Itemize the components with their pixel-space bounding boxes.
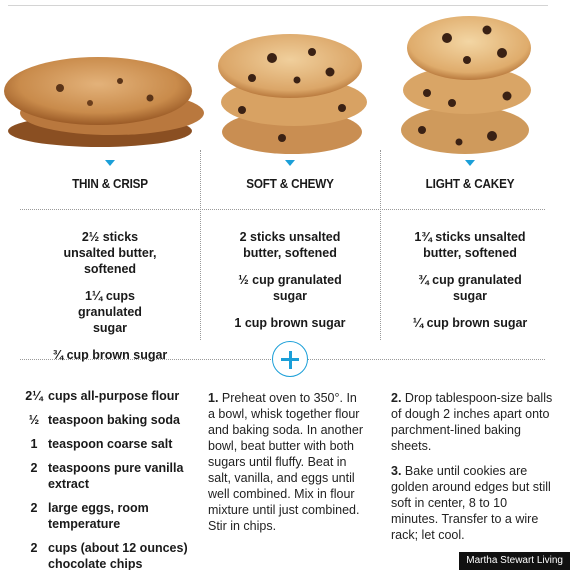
list-item: [20, 412, 195, 428]
step-text: Drop tablespoon-size balls of dough 2 inches apart onto parchment-lined baking sheets.: [391, 391, 553, 453]
plus-icon: [272, 341, 308, 377]
ingredient-quantity: 1: [30, 437, 38, 451]
header-divider: [20, 209, 545, 210]
ingredient-text: teaspoon coarse salt: [48, 437, 173, 451]
ingredient-quantity: ½: [28, 413, 40, 427]
step-2: [391, 390, 556, 454]
ingredient-text: teaspoons pure vanilla extract: [48, 461, 184, 491]
step-3: [391, 463, 556, 543]
style-header-soft: [200, 160, 380, 191]
ingredient-quantity: 2: [30, 501, 38, 515]
step-number: 1.: [208, 391, 219, 405]
ingredient-item: 1¼ cups granulated sugar: [78, 289, 142, 335]
step-number: 3.: [391, 464, 402, 478]
soft-chewy-cookie-image: [212, 30, 372, 158]
ingredients-soft: [200, 229, 380, 342]
ingredient-item: ¾ cup brown sugar: [52, 348, 168, 362]
ingredient-text: cups all-purpose flour: [48, 389, 180, 403]
photo-credit: Martha Stewart Living: [459, 552, 570, 570]
style-header-thin: [20, 160, 200, 191]
ingredient-item: ½ cup granulated sugar: [238, 273, 342, 303]
ingredient-item: 2½ sticks unsalted butter, softened: [63, 230, 157, 276]
style-title: SOFT & CHEWY: [246, 176, 334, 191]
ingredients-cakey: [380, 229, 560, 342]
style-header-cakey: [380, 160, 560, 191]
ingredient-text: teaspoon baking soda: [48, 413, 180, 427]
style-title: LIGHT & CAKEY: [425, 176, 515, 191]
ingredient-quantity: 2: [30, 541, 38, 555]
thin-crisp-cookie-image: [0, 43, 210, 153]
shared-ingredients-list: [20, 388, 195, 570]
ingredient-item: ¾ cup granulated sugar: [418, 273, 522, 303]
ingredient-quantity: 2: [30, 461, 38, 475]
list-item: [20, 540, 195, 570]
step-number: 2.: [391, 391, 402, 405]
list-item: [20, 436, 195, 452]
triangle-marker-icon: [465, 160, 475, 166]
list-item: [20, 500, 195, 532]
ingredient-item: 1¾ sticks unsalted butter, softened: [414, 230, 526, 260]
step-1: [208, 390, 363, 534]
ingredient-text: cups (about 12 ounces) chocolate chips: [48, 541, 188, 570]
triangle-marker-icon: [105, 160, 115, 166]
light-cakey-cookie-image: [397, 8, 537, 156]
ingredient-item: 1 cup brown sugar: [234, 316, 346, 330]
ingredient-item: ¼ cup brown sugar: [412, 316, 528, 330]
step-text: Bake until cookies are golden around edges but still soft in center, 8 to 10 minutes. Transfer to a wire rack; let cool.: [391, 464, 551, 542]
ingredient-quantity: 2¼: [25, 389, 43, 403]
ingredient-text: large eggs, room temperature: [48, 501, 149, 531]
step-text: Preheat oven to 350°. In a bowl, whisk together flour and baking soda. In another bowl, beat butter with both sugars until fluffy. Beat in salt, vanilla, and eggs until well combined. Mix in flour mixture until just combined. Stir in chips.: [208, 391, 363, 533]
top-rule: [8, 5, 548, 6]
list-item: [20, 460, 195, 492]
list-item: [20, 388, 195, 404]
cookie-photos: [0, 8, 570, 158]
style-title: THIN & CRISP: [72, 176, 148, 191]
ingredients-thin: [20, 229, 200, 374]
ingredient-item: 2 sticks unsalted butter, softened: [239, 230, 341, 260]
triangle-marker-icon: [285, 160, 295, 166]
